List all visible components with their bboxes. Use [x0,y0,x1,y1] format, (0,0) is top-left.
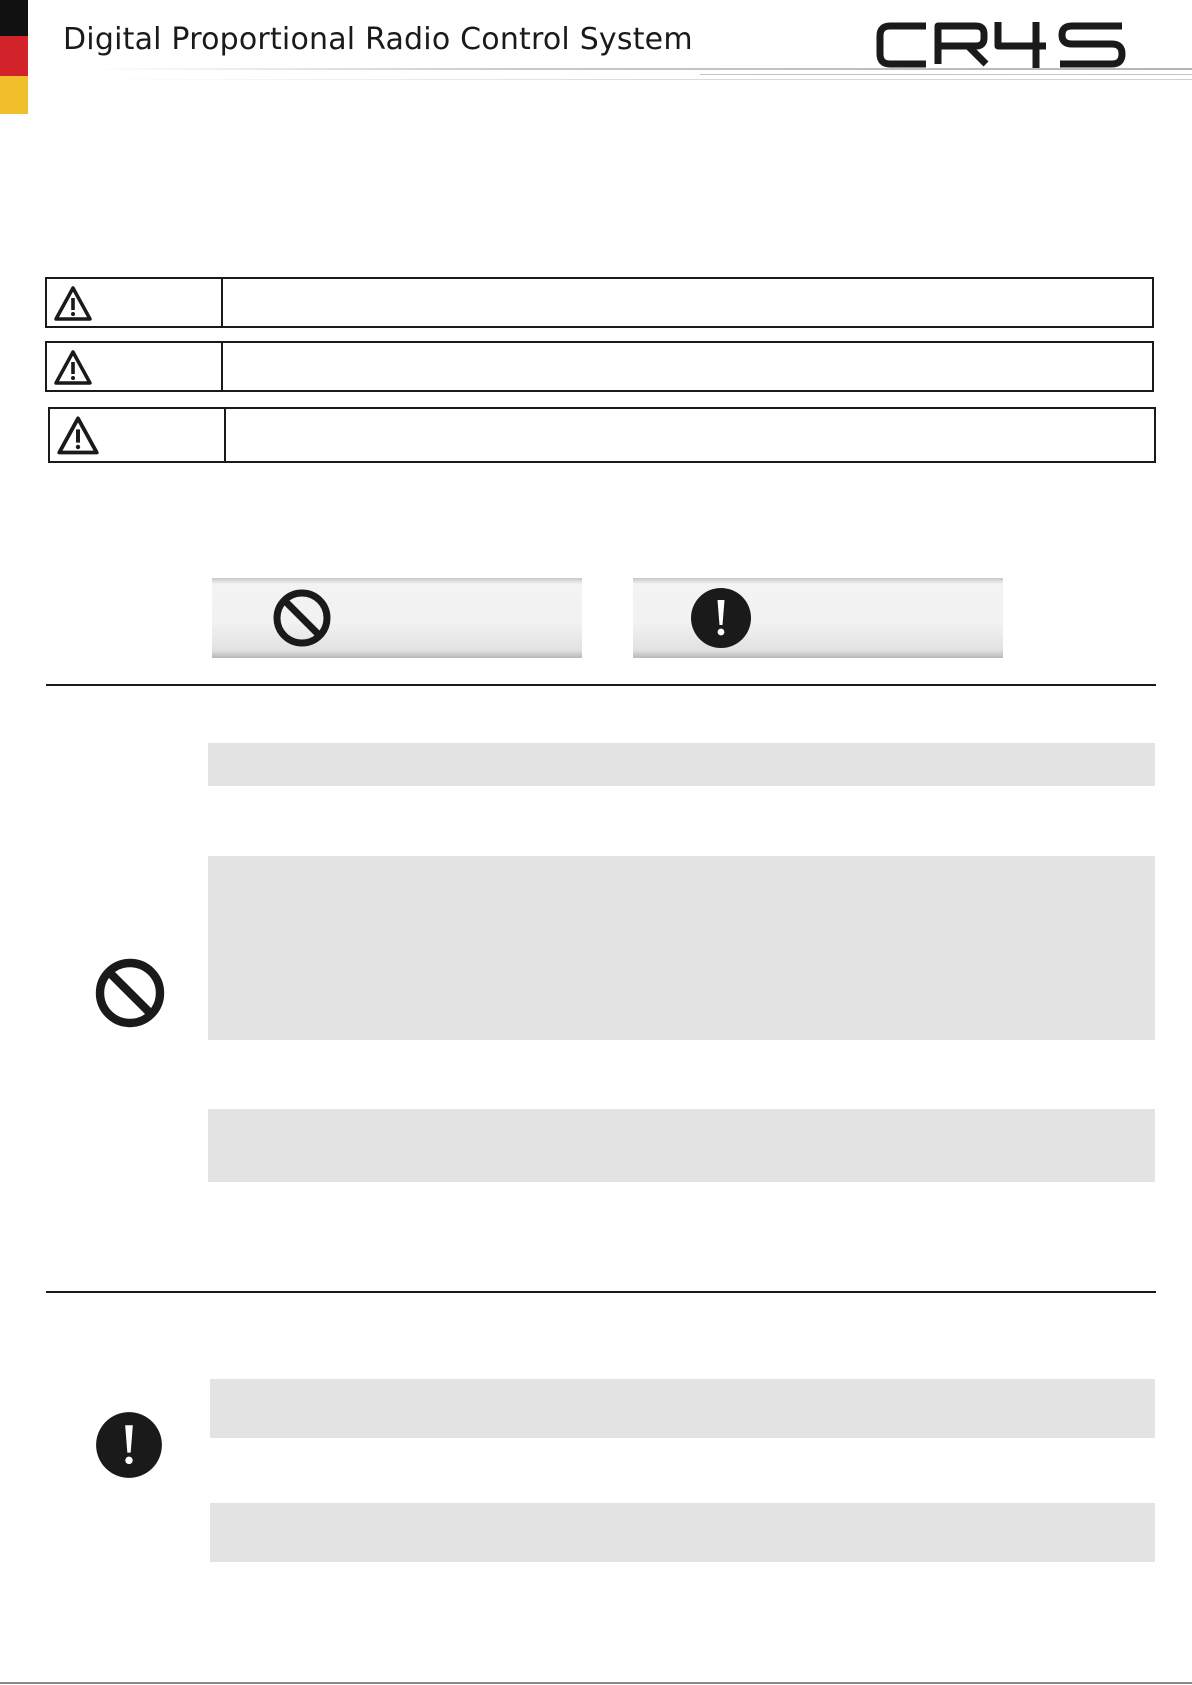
content-band [208,743,1155,786]
section-divider-1 [46,684,1156,686]
flag-stripe-gold [0,76,28,114]
warning-row-2 [45,341,1154,392]
warning-row-divider [221,343,223,390]
prohibited-icon [272,588,332,648]
prohibited-icon [94,957,166,1029]
warning-row-divider [221,279,223,326]
legend-prohibited [212,578,582,658]
header-rule-3 [90,79,1192,80]
flag-stripe-red [0,36,28,76]
warning-triangle-icon [56,414,100,458]
warning-triangle-icon [53,284,93,324]
section-divider-2 [46,1291,1156,1293]
content-band [210,1503,1155,1562]
legend-mandatory [633,578,1003,658]
page-title: Digital Proportional Radio Control System [63,22,693,57]
content-band [208,1109,1155,1182]
brand-logo [876,20,1126,70]
footer-rule [0,1682,1192,1684]
warning-row-3 [48,407,1156,463]
content-band [208,856,1155,1040]
warning-triangle-icon [53,348,93,388]
flag-stripe-black [0,0,28,36]
header-rule-2 [700,74,1192,75]
warning-row-1 [45,277,1154,328]
mandatory-icon [95,1411,163,1479]
content-band [210,1379,1155,1438]
mandatory-icon [690,587,752,649]
warning-row-divider [224,409,226,461]
